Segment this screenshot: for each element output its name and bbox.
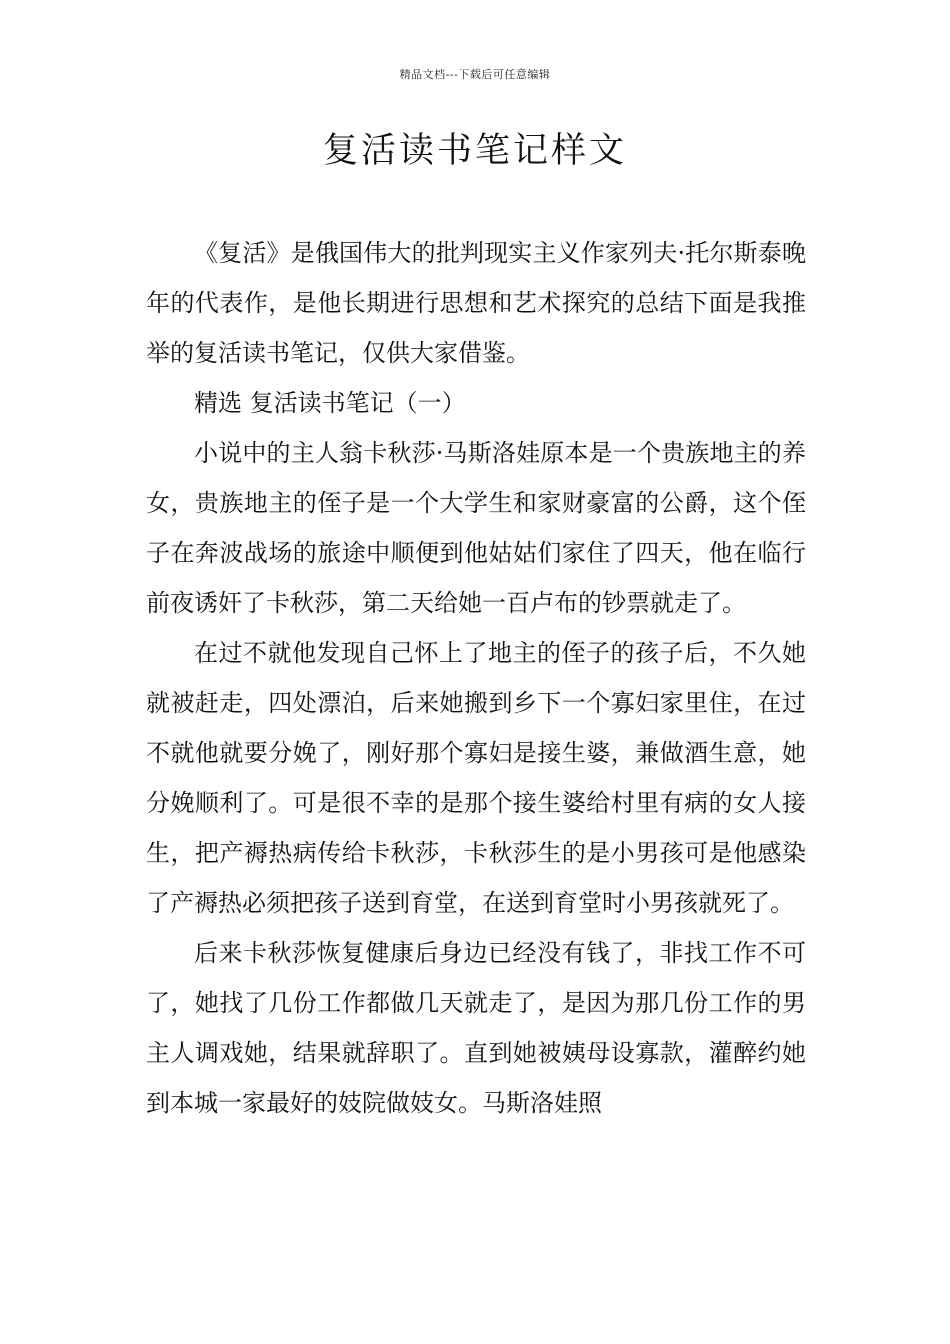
body-paragraph: 小说中的主人翁卡秋莎·马斯洛娃原本是一个贵族地主的养女，贵族地主的侄子是一个大学生和家财豪富的公爵，这个侄子在奔波战场的旅途中顺便到他姑姑们家住了四天，他在临行前夜诱奸了卡秋莎，第二天给她一百卢布的钞票就走了。 [146, 439, 806, 617]
document-body [146, 228, 806, 1128]
document-title: 复活读书笔记样文 [322, 131, 627, 171]
intro-paragraph: 《复活》是俄国伟大的批判现实主义作家列夫·托尔斯泰晚年的代表作，是他长期进行思想和艺术探究的总结下面是我推举的复活读书笔记，仅供大家借鉴。 [146, 239, 806, 367]
body-paragraph: 后来卡秋莎恢复健康后身边已经没有钱了，非找工作不可了，她找了几份工作都做几天就走了，是因为那几份工作的男主人调戏她，结果就辞职了。直到她被姨母设寡款，灌醉约她到本城一家最好的妓院做妓女。马斯洛娃照 [146, 939, 806, 1117]
section-heading: 精选 复活读书笔记（一） [194, 389, 466, 417]
body-paragraph: 在过不就他发现自己怀上了地主的侄子的孩子后，不久她就被赶走，四处漂泊，后来她搬到乡下一个寡妇家里住，在过不就他就要分娩了，刚好那个寡妇是接生婆，兼做酒生意，她分娩顺利了。可是很不幸的是那个接生婆给村里有病的女人接生，把产褥热病传给卡秋莎，卡秋莎生的是小男孩可是他感染了产褥热必须把孩子送到育堂，在送到育堂时小男孩就死了。 [146, 639, 806, 917]
page-header: 精品文档---下载后可任意编辑 [399, 68, 551, 81]
